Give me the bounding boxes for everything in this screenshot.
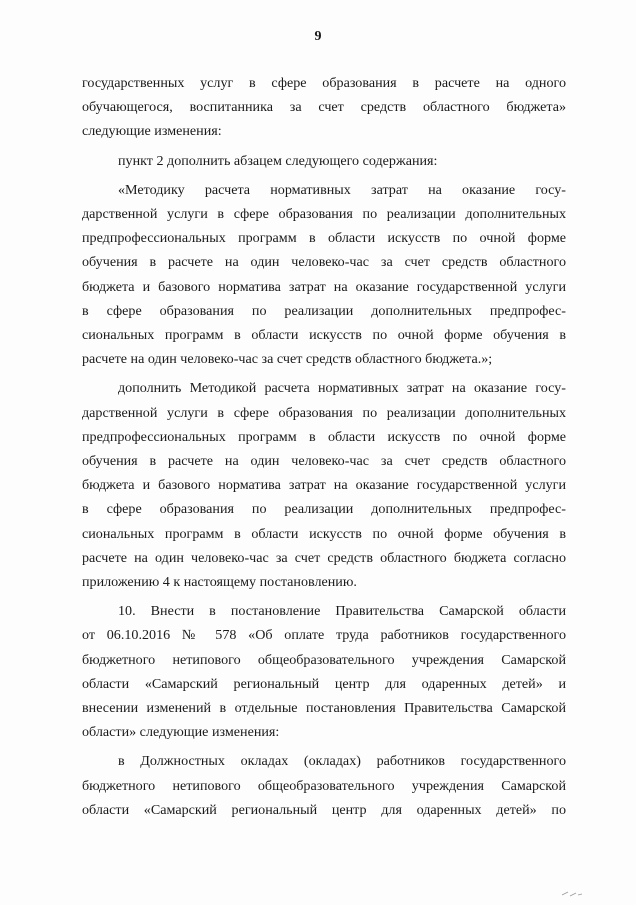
text-line: 10. Внести в постановление Правительства Самарской области [118,603,566,620]
text-line: области «Самарский региональный центр для одаренных детей» по [82,801,566,818]
text-line: государственных услуг в сфере образования в расчете на одного [82,75,566,91]
paragraph [82,376,566,594]
text-line: сиональных программ в области искусств по очной форме обучения в [82,327,566,344]
paragraph [82,178,566,372]
text-line: сиональных программ в области искусств по очной форме обучения в [82,525,566,542]
text-line: внесении изменений в отдельные постановления Правительства Самарской [82,700,566,717]
text-line: «Методику расчета нормативных затрат на оказание госу- [118,181,566,198]
text-line: в Должностных окладах (окладах) работников государственного [118,753,566,770]
text-line: в сфере образования по реализации дополнительных предпрофес- [82,501,566,518]
text-line: следующие изменения: [82,123,222,140]
text-line: обучения в расчете на один человеко-час за счет средств областного [82,453,566,470]
paragraph [82,599,566,744]
text-line: приложению 4 к настоящему постановлению. [82,574,357,591]
text-line: дарственной услуги в сфере образования по реализации дополнительных [82,206,566,223]
text-line: предпрофессиональных программ в области искусств по очной форме [82,230,566,247]
text-line: расчете на один человеко-час за счет средств областного бюджета.»; [82,351,493,368]
text-line: дарственной услуги в сфере образования по реализации дополнительных [82,404,566,421]
text-line: области «Самарский региональный центр для одаренных детей» и [82,675,566,692]
text-line: бюджета и базового норматива затрат на оказание государственной услуги [82,278,566,295]
paragraph [82,749,566,822]
text-line: дополнить Методикой расчета нормативных затрат на оказание госу- [118,380,566,397]
text-line: от 06.10.2016 № 578 «Об оплате труда работников государственного [82,627,566,644]
document-body [82,71,566,827]
text-line: бюджетного нетипового общеобразовательного учреждения Самарской [82,777,566,794]
paragraph [82,149,566,173]
text-line: расчете на один человеко-час за счет средств областного бюджета согласно [82,549,566,566]
text-line: в сфере образования по реализации дополнительных предпрофес- [82,302,566,319]
text-line: обучения в расчете на один человеко-час за счет средств областного [82,254,566,271]
text-line: бюджета и базового норматива затрат на оказание государственной услуги [82,477,566,494]
text-line: области» следующие изменения: [82,724,280,741]
text-line: предпрофессиональных программ в области искусств по очной форме [82,428,566,445]
paragraph [82,71,566,144]
text-line: бюджетного нетипового общеобразовательного учреждения Самарской [82,651,566,668]
text-line: пункт 2 дополнить абзацем следующего содержания: [118,152,438,169]
text-line: обучающегося, воспитанника за счет средств областного бюджета» [82,99,566,116]
page-number: 9 [314,29,322,44]
scan-artifact-mark [560,889,584,899]
